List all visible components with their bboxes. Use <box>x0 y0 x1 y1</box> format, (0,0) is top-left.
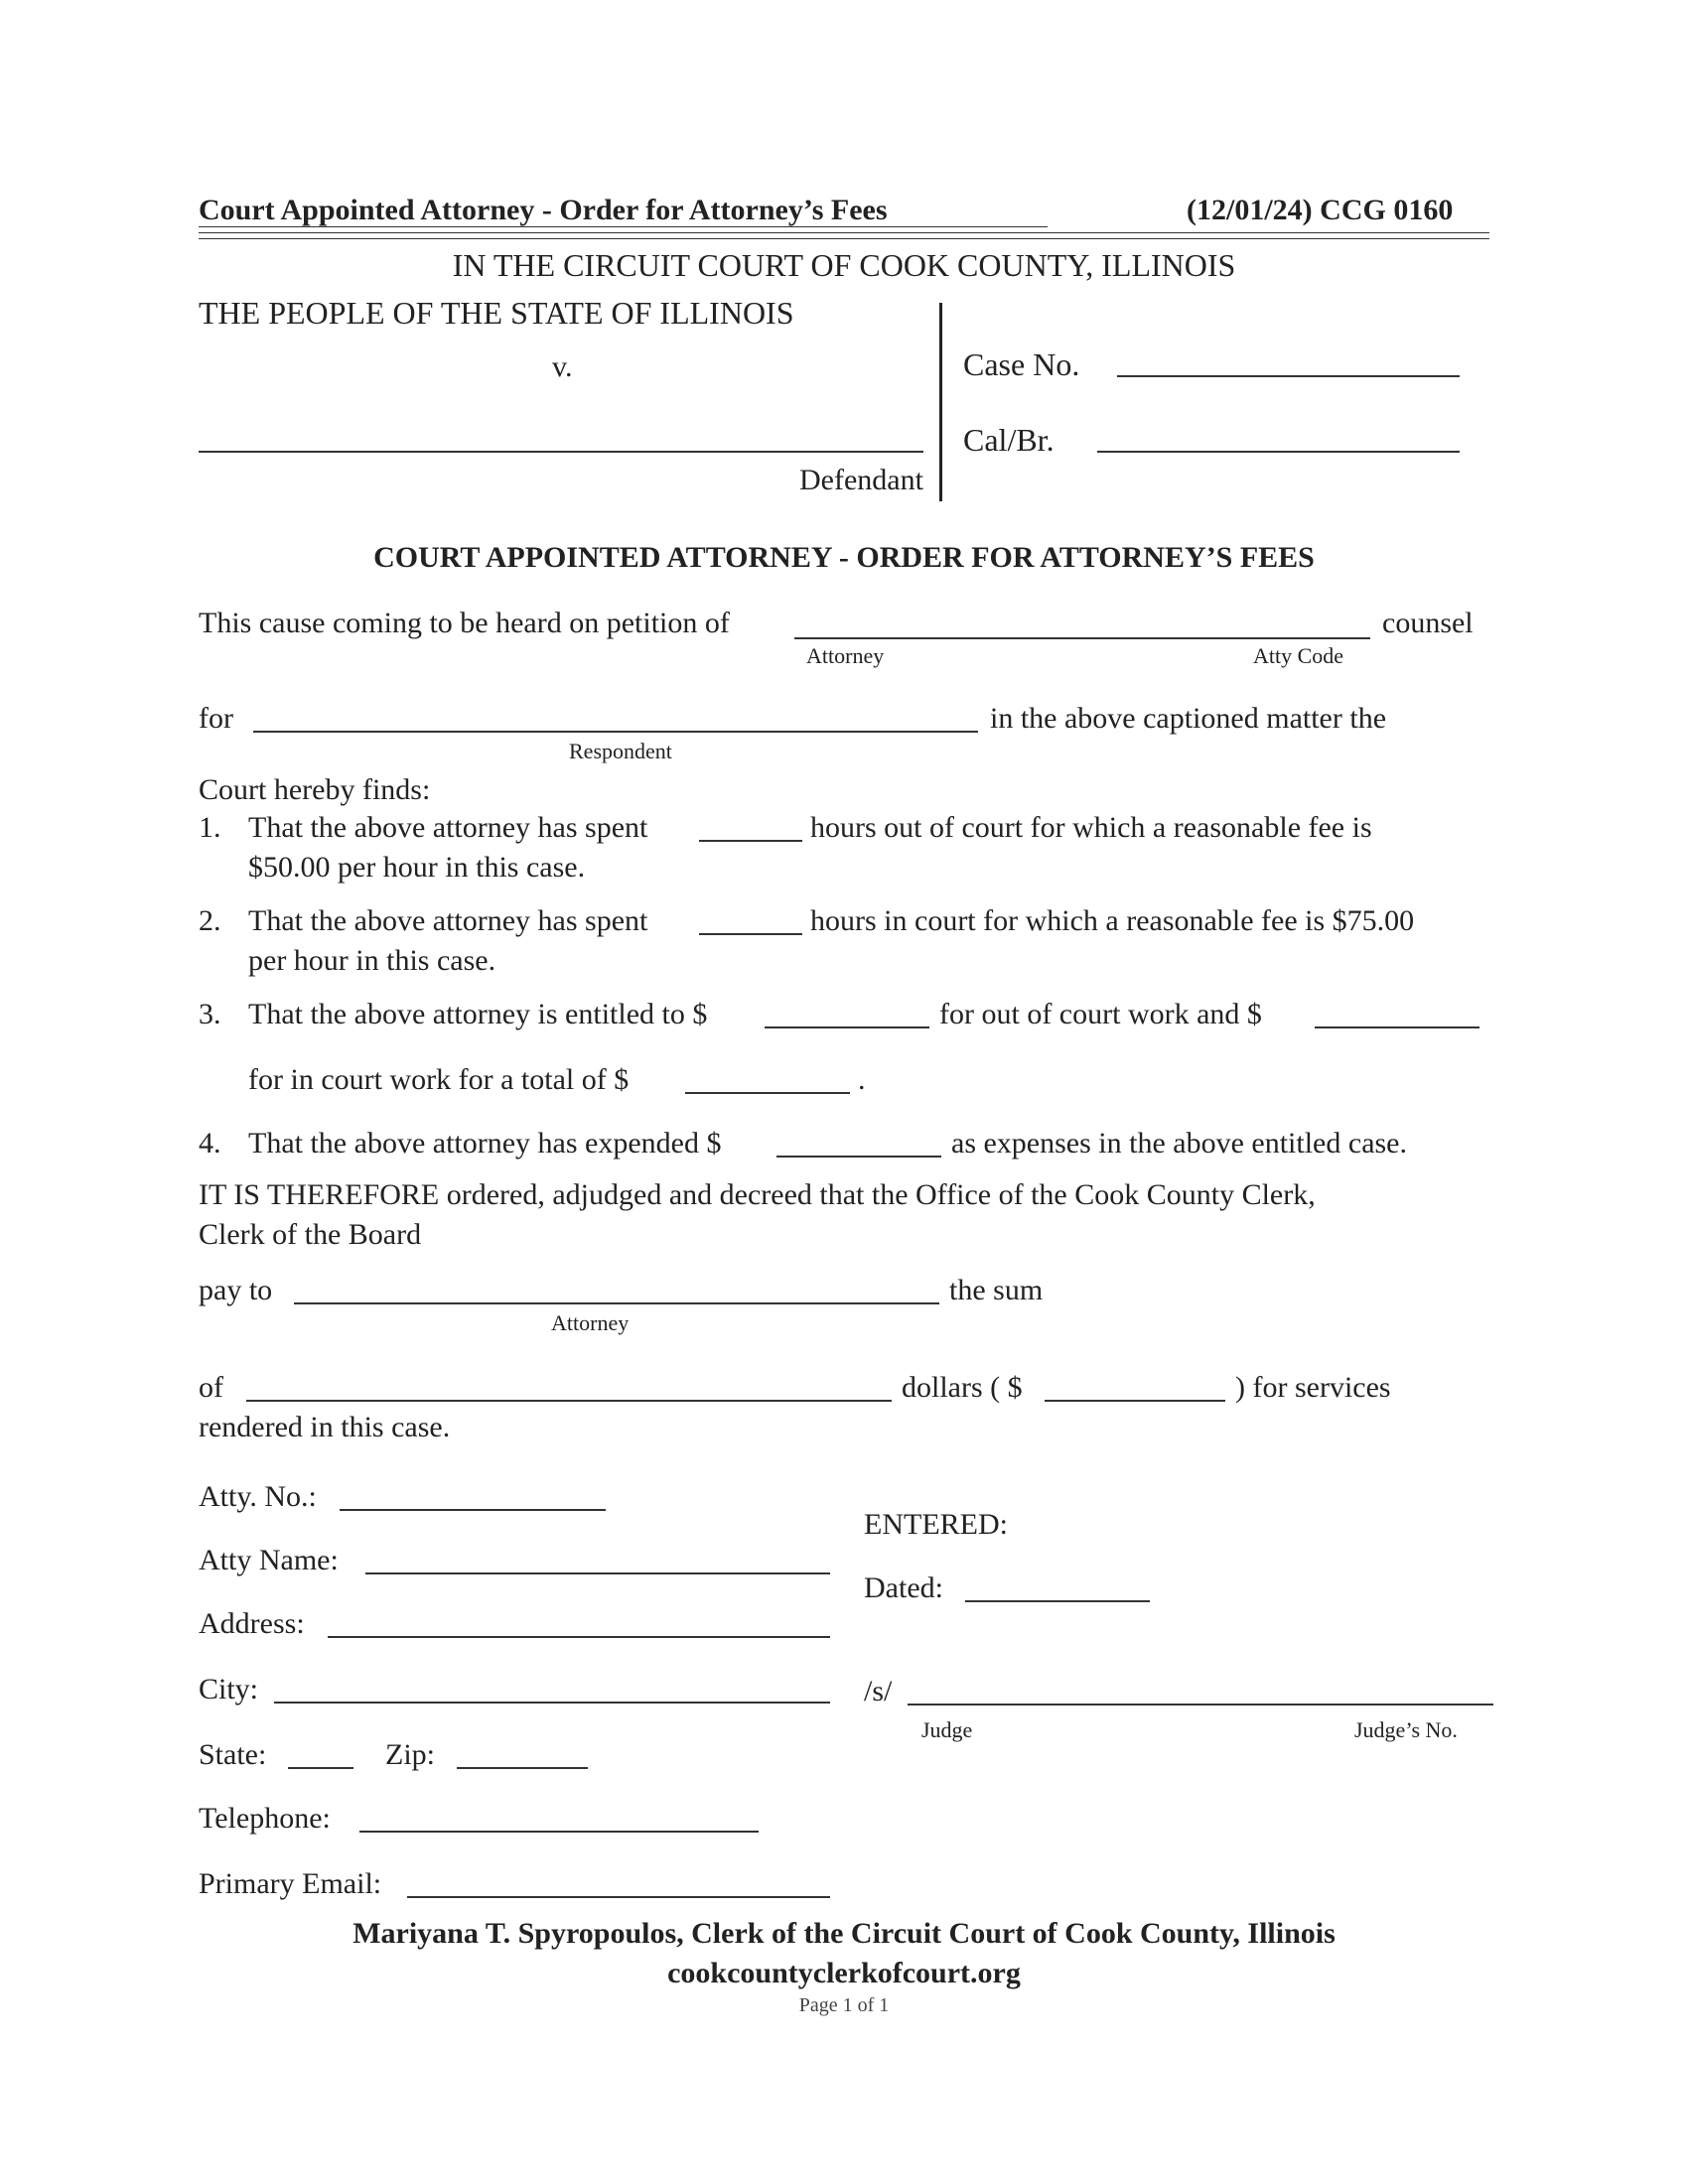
in-court-amount-input[interactable] <box>1315 995 1479 1028</box>
pay-to-attorney-sublabel: Attorney <box>551 1310 630 1335</box>
petition-intro: This cause coming to be heard on petition of <box>199 607 730 639</box>
for-services-text: ) for services <box>1235 1371 1391 1404</box>
court-finds: Court hereby finds: <box>199 773 431 806</box>
case-no-line <box>1117 375 1460 377</box>
address-input[interactable] <box>328 1604 830 1638</box>
finding-3-text-b: for out of court work and $ <box>939 998 1262 1030</box>
address-line <box>328 1636 830 1638</box>
finding-2-text-a: That the above attorney has spent <box>248 904 648 937</box>
zip-label: Zip: <box>385 1738 435 1771</box>
zip-line <box>457 1767 588 1769</box>
attorney-sublabel: Attorney <box>806 643 885 668</box>
header-underline <box>199 226 1048 227</box>
in-court-amount-line <box>1315 1026 1479 1028</box>
judge-signature-input[interactable] <box>908 1672 1493 1706</box>
sum-words-line <box>246 1400 892 1402</box>
the-sum-text: the sum <box>949 1274 1044 1306</box>
atty-name-input[interactable] <box>365 1541 830 1574</box>
finding-1-text-c: $50.00 per hour in this case. <box>248 851 586 884</box>
dated-line <box>965 1600 1150 1602</box>
hours-in-court-line <box>699 933 802 935</box>
city-line <box>274 1702 830 1704</box>
cal-br-label: Cal/Br. <box>963 422 1055 458</box>
address-label: Address: <box>199 1607 305 1640</box>
of-text: of <box>199 1371 223 1404</box>
defendant-input[interactable] <box>199 417 923 451</box>
rendered-text: rendered in this case. <box>199 1411 451 1443</box>
state-label: State: <box>199 1738 267 1771</box>
hours-out-of-court-line <box>699 840 802 842</box>
defendant-line <box>199 451 923 453</box>
total-amount-line <box>685 1092 850 1094</box>
finding-2-number: 2. <box>199 904 221 937</box>
form-title: Court Appointed Attorney - Order for Attorney’s Fees <box>199 194 888 226</box>
state-input[interactable] <box>288 1735 353 1769</box>
counsel-text: counsel <box>1382 607 1474 639</box>
out-of-court-amount-input[interactable] <box>765 995 929 1028</box>
email-input[interactable] <box>407 1864 830 1898</box>
decree-line-2: Clerk of the Board <box>199 1218 422 1251</box>
dollars-text: dollars ( $ <box>902 1371 1023 1404</box>
atty-no-input[interactable] <box>340 1477 606 1511</box>
page-number: Page 1 of 1 <box>798 1994 890 2016</box>
telephone-label: Telephone: <box>199 1802 331 1835</box>
attorney-line <box>794 637 1370 639</box>
dated-label: Dated: <box>864 1571 943 1604</box>
for-text: for <box>199 702 233 735</box>
telephone-line <box>359 1831 759 1833</box>
respondent-input[interactable] <box>253 699 978 733</box>
caption-divider <box>939 303 942 501</box>
order-title: COURT APPOINTED ATTORNEY - ORDER FOR ATTORNEY’S FEES <box>373 541 1315 574</box>
sum-words-input[interactable] <box>246 1368 892 1402</box>
expenses-line <box>776 1156 941 1158</box>
entered-label: ENTERED: <box>864 1508 1008 1541</box>
judge-signature-line <box>908 1704 1493 1706</box>
city-input[interactable] <box>274 1670 830 1704</box>
finding-2-text-c: per hour in this case. <box>248 944 496 977</box>
defendant-label: Defendant <box>799 464 923 496</box>
finding-3-text-d: . <box>858 1063 866 1096</box>
signature-prefix: /s/ <box>864 1675 893 1707</box>
email-label: Primary Email: <box>199 1867 382 1900</box>
hours-in-court-input[interactable] <box>699 901 802 935</box>
sum-amount-line <box>1045 1400 1225 1402</box>
finding-1-number: 1. <box>199 811 221 844</box>
finding-3-number: 3. <box>199 998 221 1030</box>
finding-1-text-b: hours out of court for which a reasonable fee is <box>810 811 1372 844</box>
expenses-input[interactable] <box>776 1124 941 1158</box>
email-line <box>407 1896 830 1898</box>
zip-input[interactable] <box>457 1735 588 1769</box>
attorney-input[interactable] <box>794 606 1370 639</box>
hours-out-of-court-input[interactable] <box>699 808 802 842</box>
footer-website[interactable]: cookcountyclerkofcourt.org <box>667 1957 1021 1989</box>
finding-4-text-a: That the above attorney has expended $ <box>248 1127 722 1160</box>
pay-to-text: pay to <box>199 1274 273 1306</box>
court-name: IN THE CIRCUIT COURT OF COOK COUNTY, ILLINOIS <box>452 247 1236 283</box>
case-no-label: Case No. <box>963 346 1080 382</box>
atty-no-label: Atty. No.: <box>199 1480 317 1513</box>
header-rule-top <box>199 232 1489 233</box>
respondent-sublabel: Respondent <box>569 739 672 763</box>
respondent-line <box>253 731 978 733</box>
pay-to-attorney-line <box>294 1302 939 1304</box>
telephone-input[interactable] <box>359 1799 759 1833</box>
finding-2-text-b: hours in court for which a reasonable fee is $75.00 <box>810 904 1415 937</box>
atty-name-label: Atty Name: <box>199 1544 339 1576</box>
atty-name-line <box>365 1572 830 1574</box>
dated-input[interactable] <box>965 1569 1150 1602</box>
sum-amount-input[interactable] <box>1045 1368 1225 1402</box>
judge-no-sublabel: Judge’s No. <box>1354 1717 1458 1742</box>
finding-3-text-c: for in court work for a total of $ <box>248 1063 630 1096</box>
finding-3-text-a: That the above attorney is entitled to $ <box>248 998 708 1030</box>
cal-br-input[interactable] <box>1097 417 1460 451</box>
city-label: City: <box>199 1673 259 1706</box>
captioned-text: in the above captioned matter the <box>990 702 1387 735</box>
plaintiff: THE PEOPLE OF THE STATE OF ILLINOIS <box>199 295 794 331</box>
state-line <box>288 1767 353 1769</box>
cal-br-line <box>1097 451 1460 453</box>
atty-no-line <box>340 1509 606 1511</box>
finding-4-text-b: as expenses in the above entitled case. <box>951 1127 1407 1160</box>
pay-to-attorney-input[interactable] <box>294 1271 939 1304</box>
finding-4-number: 4. <box>199 1127 221 1160</box>
case-no-input[interactable] <box>1117 341 1460 375</box>
out-of-court-amount-line <box>765 1026 929 1028</box>
header-rule-bottom <box>199 238 1489 239</box>
versus: v. <box>552 350 573 383</box>
footer-clerk: Mariyana T. Spyropoulos, Clerk of the Circuit Court of Cook County, Illinois <box>352 1917 1336 1950</box>
finding-1-text-a: That the above attorney has spent <box>248 811 648 844</box>
decree-line-1: IT IS THEREFORE ordered, adjudged and decreed that the Office of the Cook County Clerk, <box>199 1178 1316 1211</box>
atty-code-sublabel: Atty Code <box>1253 643 1344 668</box>
total-amount-input[interactable] <box>685 1060 850 1094</box>
form-code: (12/01/24) CCG 0160 <box>1187 194 1454 226</box>
judge-sublabel: Judge <box>921 1717 973 1742</box>
